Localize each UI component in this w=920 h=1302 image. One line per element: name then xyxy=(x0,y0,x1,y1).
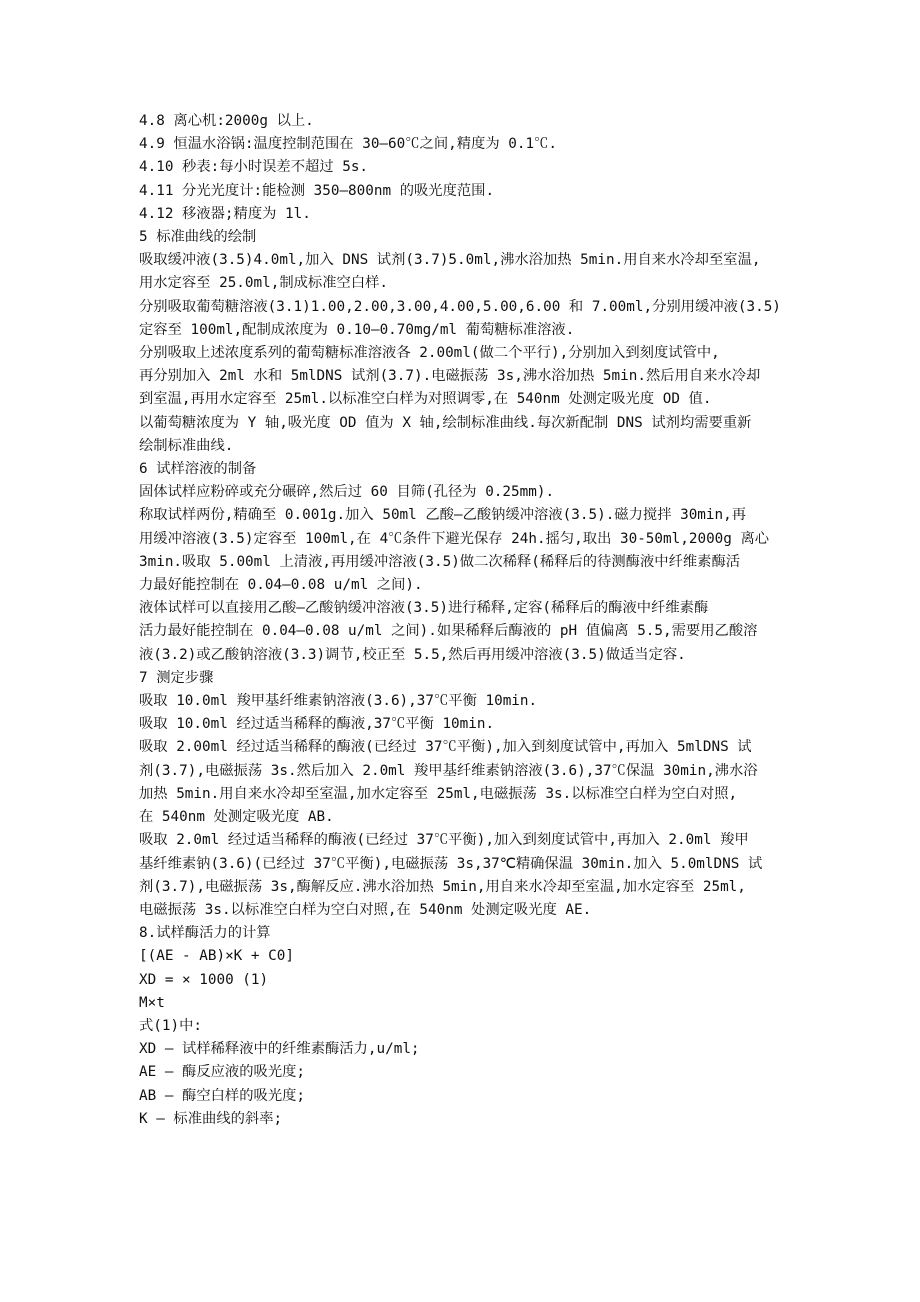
text-line: 4.8 离心机:2000g 以上. xyxy=(139,113,314,129)
text-line: 4.11 分光光度计:能检测 350—800nm 的吸光度范围. xyxy=(139,182,495,199)
formula-line: M×t xyxy=(139,994,165,1011)
definition-line: AB — 酶空白样的吸光度; xyxy=(139,1087,306,1104)
text-line: 力最好能控制在 0.04—0.08 u/ml 之间). xyxy=(139,577,423,594)
text-line: 剂(3.7),电磁振荡 3s,酶解反应.沸水浴加热 5min,用自来水冷却至室温,加水定容至 25ml, xyxy=(139,878,746,895)
section-heading: 6 试样溶液的制备 xyxy=(139,461,257,478)
text-line: 定容至 100ml,配制成浓度为 0.10—0.70mg/ml 葡萄糖标准溶液. xyxy=(139,321,575,338)
text-line: 以葡萄糖浓度为 Y 轴,吸光度 OD 值为 X 轴,绘制标准曲线.每次新配制 DNS 试剂均需要重新 xyxy=(139,414,752,431)
text-line: 4.12 移液器;精度为 1l. xyxy=(139,205,311,222)
text-line: 再分别加入 2ml 水和 5mlDNS 试剂(3.7).电磁振荡 3s,沸水浴加热 5min.然后用自来水冷却 xyxy=(139,368,761,385)
definition-line: XD — 试样稀释液中的纤维素酶活力,u/ml; xyxy=(139,1041,420,1058)
text-line: 活力最好能控制在 0.04—0.08 u/ml 之间).如果稀释后酶液的 pH 值偏离 5.5,需要用乙酸溶 xyxy=(139,623,758,640)
text-line: 吸取 10.0ml 羧甲基纤维素钠溶液(3.6),37℃平衡 10min. xyxy=(139,693,538,710)
text-line: 绘制标准曲线. xyxy=(139,437,234,454)
definition-line: K — 标准曲线的斜率; xyxy=(139,1110,283,1127)
text-line: 电磁振荡 3s.以标准空白样为空白对照,在 540nm 处测定吸光度 AE. xyxy=(139,901,592,918)
text-line: 称取试样两份,精确至 0.001g.加入 50ml 乙酸—乙酸钠缓冲溶液(3.5).磁力搅拌 30min,再 xyxy=(139,507,747,524)
text-line: 吸取缓冲液(3.5)4.0ml,加入 DNS 试剂(3.7)5.0ml,沸水浴加热 5min.用自来水冷却至室温, xyxy=(139,252,761,269)
text-line: 4.10 秒表:每小时误差不超过 5s. xyxy=(139,159,369,176)
text-line: 式(1)中: xyxy=(139,1017,203,1034)
text-line: 在 540nm 处测定吸光度 AB. xyxy=(139,809,334,826)
text-line: 用缓冲溶液(3.5)定容至 100ml,在 4℃条件下避光保存 24h.摇匀,取出 30-50ml,2000g 离心 xyxy=(139,530,770,547)
text-line: 液(3.2)或乙酸钠溶液(3.3)调节,校正至 5.5,然后再用缓冲溶液(3.5)做适当定容. xyxy=(139,646,686,663)
section-heading: 8.试样酶活力的计算 xyxy=(139,925,271,942)
text-line: 3min.吸取 5.00ml 上清液,再用缓冲溶液(3.5)做二次稀释(稀释后的待测酶液中纤维素酶活 xyxy=(139,553,741,570)
section-heading: 5 标准曲线的绘制 xyxy=(139,229,257,246)
formula-line: [(AE - AB)×K + C0] xyxy=(139,948,294,965)
document-body xyxy=(139,110,789,1131)
text-line: 吸取 2.0ml 经过适当稀释的酶液(已经过 37℃平衡),加入到刻度试管中,再加入 2.0ml 羧甲 xyxy=(139,832,749,849)
section-heading: 7 测定步骤 xyxy=(139,669,214,686)
text-line: 到室温,再用水定容至 25ml.以标准空白样为对照调零,在 540nm 处测定吸光度 OD 值. xyxy=(139,391,712,408)
text-line: 剂(3.7),电磁振荡 3s.然后加入 2.0ml 羧甲基纤维素钠溶液(3.6),37℃保温 30min,沸水浴 xyxy=(139,762,758,779)
text-line: 吸取 10.0ml 经过适当稀释的酶液,37℃平衡 10min. xyxy=(139,716,495,733)
formula-line: XD = × 1000 (1) xyxy=(139,971,269,988)
text-line: 基纤维素钠(3.6)(已经过 37℃平衡),电磁振荡 3s,37℃精确保温 30min.加入 5.0mlDNS 试 xyxy=(139,855,763,872)
text-line: 加热 5min.用自来水冷却至室温,加水定容至 25ml,电磁振荡 3s.以标准空白样为空白对照, xyxy=(139,785,738,802)
text-line: 吸取 2.00ml 经过适当稀释的酶液(已经过 37℃平衡),加入到刻度试管中,再加入 5mlDNS 试 xyxy=(139,739,752,756)
definition-line: AE — 酶反应液的吸光度; xyxy=(139,1064,306,1081)
text-line: 用水定容至 25.0ml,制成标准空白样. xyxy=(139,275,389,292)
text-line: 固体试样应粉碎或充分碾碎,然后过 60 目筛(孔径为 0.25mm). xyxy=(139,484,555,501)
text-line: 4.9 恒温水浴锅:温度控制范围在 30—60℃之间,精度为 0.1℃. xyxy=(139,136,557,153)
text-line: 分别吸取葡萄糖溶液(3.1)1.00,2.00,3.00,4.00,5.00,6.00 和 7.00ml,分别用缓冲液(3.5) xyxy=(139,298,781,315)
text-line: 分别吸取上述浓度系列的葡萄糖标准溶液各 2.00ml(做二个平行),分别加入到刻度试管中, xyxy=(139,345,720,362)
text-line: 液体试样可以直接用乙酸—乙酸钠缓冲溶液(3.5)进行稀释,定容(稀释后的酶液中纤维素酶 xyxy=(139,600,709,617)
